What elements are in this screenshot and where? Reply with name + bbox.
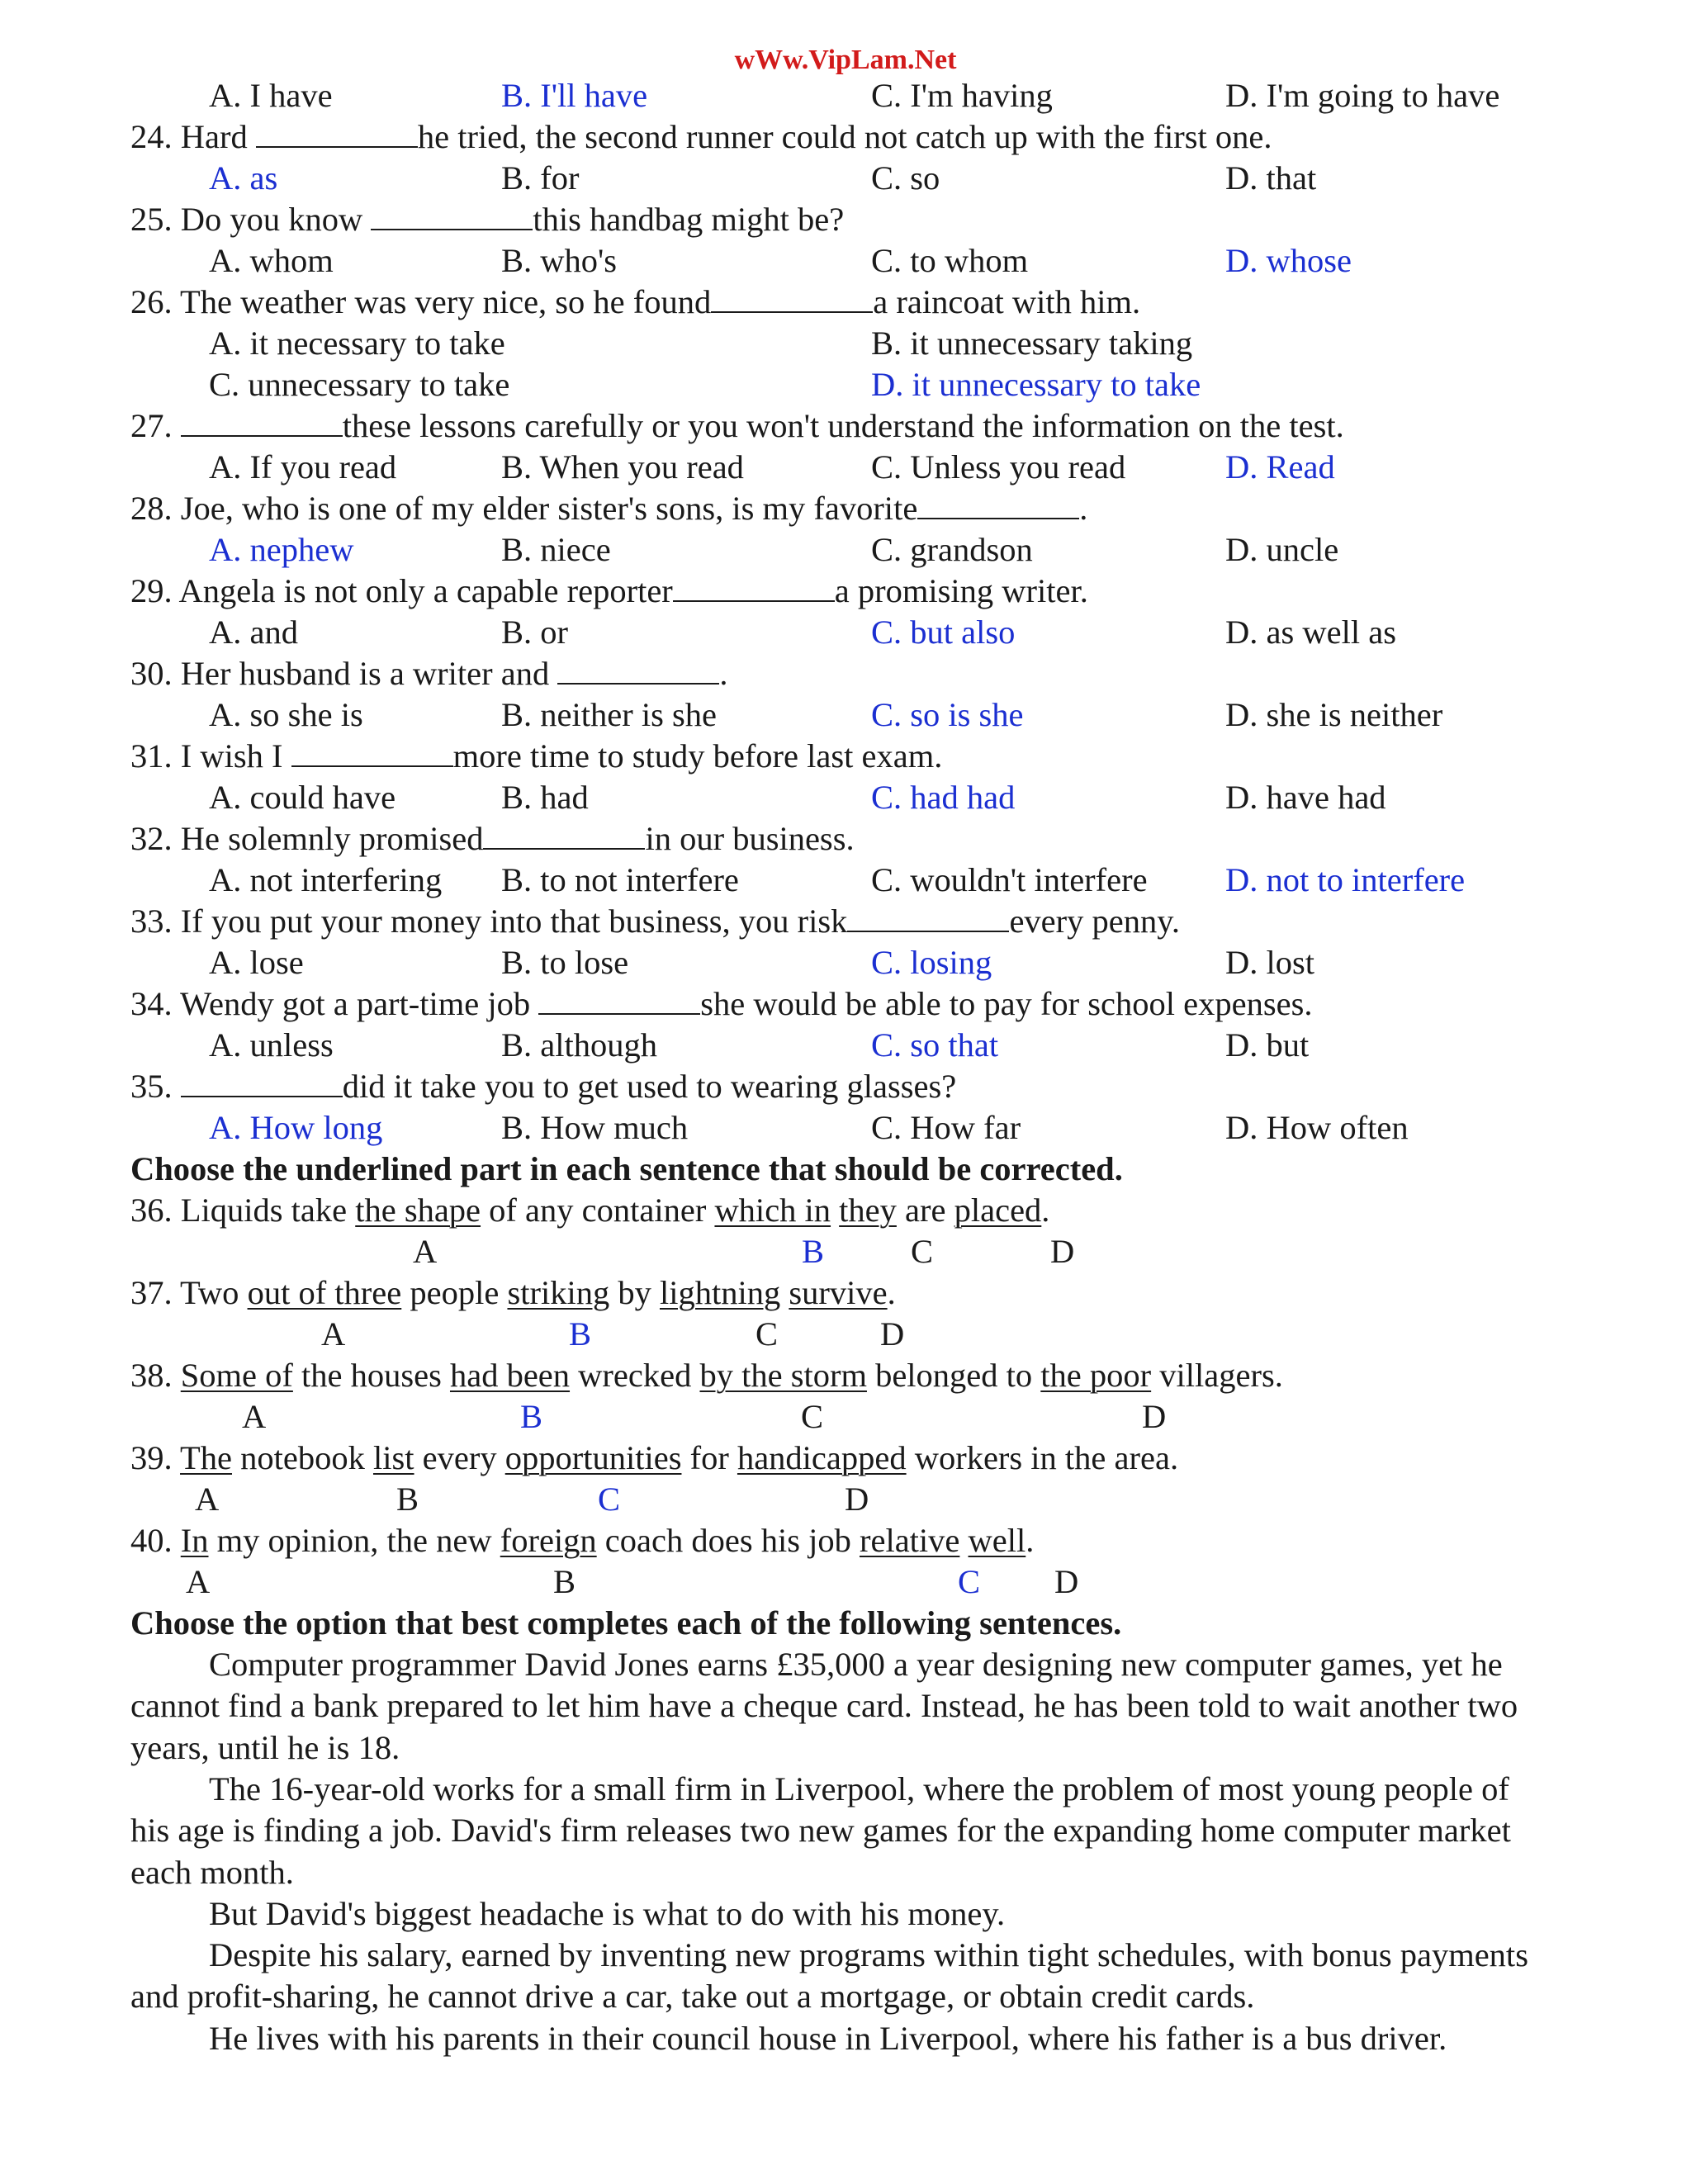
answer-blank <box>847 902 1009 932</box>
q28-option-b: B. niece <box>501 531 611 568</box>
q39-text: 39. <box>130 1439 181 1476</box>
q24-option-d: D. that <box>1225 159 1317 197</box>
q25-text-rest: this handbag might be? <box>533 201 845 238</box>
q30-option-a: A. so she is <box>209 696 363 733</box>
q25-option-c: C. to whom <box>871 242 1029 279</box>
q34-option-d: D. but <box>1225 1026 1310 1064</box>
q25-text: 25. Do you know <box>130 201 372 238</box>
q27-text-rest: these lessons carefully or you won't understand the information on the test. <box>342 407 1344 444</box>
answer-blank <box>256 118 418 148</box>
q40-letter-a: A <box>186 1563 211 1600</box>
q31-text: 31. I wish I <box>130 737 291 775</box>
q24-options <box>0 158 1691 199</box>
q30-options <box>0 694 1691 736</box>
q28-text: 28. Joe, who is one of my elder sister's sons, is my favorite <box>130 490 918 527</box>
answer-blank <box>181 1068 343 1097</box>
q30-option-c: C. so is she <box>871 696 1024 733</box>
q36-letter-a: A <box>413 1233 438 1270</box>
q30-option-b: B. neither is she <box>501 696 717 733</box>
q31-stem <box>0 736 1691 777</box>
q38-letter-c: C <box>801 1398 824 1435</box>
q37-sentence <box>0 1272 1691 1314</box>
q30-option-d: D. she is neither <box>1225 696 1443 733</box>
q30-text: 30. Her husband is a writer and <box>130 655 558 692</box>
q38-text: 38. <box>130 1357 181 1394</box>
q35-options <box>0 1107 1691 1149</box>
q29-text-rest: a promising writer. <box>834 572 1088 609</box>
section-heading-text: Choose the underlined part in each sentence that should be corrected. <box>130 1150 1123 1187</box>
q39-text: workers in the area. <box>906 1439 1179 1476</box>
q32-stem <box>0 818 1691 860</box>
q36-letter-d: D <box>1050 1233 1075 1270</box>
q37-text: people <box>401 1274 508 1311</box>
q23-option-d: D. I'm going to have <box>1225 77 1500 114</box>
q40-part-b: foreign <box>500 1522 597 1559</box>
answer-blank <box>538 985 700 1015</box>
answer-blank <box>557 655 719 685</box>
q26-options-row2 <box>0 364 1691 405</box>
q34-option-a: A. unless <box>209 1026 334 1064</box>
q35-option-a: A. How long <box>209 1109 383 1146</box>
q40-text: 40. <box>130 1522 181 1559</box>
q23-option-c: C. I'm having <box>871 77 1053 114</box>
q33-option-c: C. losing <box>871 944 992 981</box>
q34-option-b: B. although <box>501 1026 657 1064</box>
q29-option-d: D. as well as <box>1225 614 1396 651</box>
q27-option-a: A. If you read <box>209 448 397 486</box>
q33-options <box>0 942 1691 983</box>
q37-part-c: lightning <box>659 1274 781 1311</box>
q37-part-b: striking <box>507 1274 610 1311</box>
q33-stem <box>0 901 1691 942</box>
q38-sentence <box>0 1355 1691 1396</box>
answer-blank <box>371 201 533 230</box>
q37-letters <box>0 1314 1691 1355</box>
q38-letter-a: A <box>242 1398 267 1435</box>
q40-part-a: In <box>180 1522 209 1559</box>
q39-text: for <box>681 1439 737 1476</box>
q32-option-b: B. to not interfere <box>501 861 739 898</box>
q39-part-c: opportunities <box>504 1439 682 1476</box>
q26-options-row1 <box>0 323 1691 364</box>
q39-part-a: The <box>180 1439 232 1476</box>
answer-blank <box>711 283 873 313</box>
q32-text-rest: in our business. <box>645 820 855 857</box>
q29-stem <box>0 571 1691 612</box>
q32-options <box>0 860 1691 901</box>
q24-stem <box>0 116 1691 158</box>
q40-part-d: well <box>968 1522 1026 1559</box>
answer-blank <box>483 820 645 850</box>
q26-option-b: B. it unnecessary taking <box>871 325 1193 362</box>
q40-letter-c: C <box>958 1563 981 1600</box>
q35-option-d: D. How often <box>1225 1109 1409 1146</box>
site-header[interactable]: wWw.VipLam.Net <box>734 45 957 75</box>
q38-letter-d: D <box>1142 1398 1167 1435</box>
q28-stem <box>0 488 1691 529</box>
q40-letters <box>0 1561 1691 1603</box>
q23-options <box>0 75 1691 116</box>
q38-part-c: by the storm <box>699 1357 867 1394</box>
answer-blank <box>673 572 835 602</box>
q36-part-d: placed <box>954 1191 1042 1229</box>
q31-option-b: B. had <box>501 779 589 816</box>
q29-options <box>0 612 1691 653</box>
passage-paragraph-2: The 16-year-old works for a small firm in Liverpool, where the problem of most young people of his age is finding a job. David's firm releases two new games for the expanding home computer market each month. <box>130 1770 1511 1891</box>
q35-text-rest: did it take you to get used to wearing glasses? <box>342 1068 957 1105</box>
q38-part-a: Some of <box>180 1357 293 1394</box>
q37-part-a: out of three <box>247 1274 402 1311</box>
q36-text: are <box>896 1191 954 1229</box>
q30-stem <box>0 653 1691 694</box>
q38-text: villagers. <box>1151 1357 1283 1394</box>
q38-letter-b: B <box>520 1398 543 1435</box>
q38-part-b: had been <box>449 1357 571 1394</box>
q40-text: my opinion, the new <box>208 1522 500 1559</box>
q37-text: 37. Two <box>130 1274 248 1311</box>
q29-option-c: C. but also <box>871 614 1016 651</box>
section-heading-reading <box>0 1603 1691 1644</box>
q35-text: 35. <box>130 1068 181 1105</box>
q25-options <box>0 240 1691 282</box>
q33-option-b: B. to lose <box>501 944 629 981</box>
q39-letter-c: C <box>598 1480 621 1518</box>
q32-text: 32. He solemnly promised <box>130 820 484 857</box>
q26-text-rest: a raincoat with him. <box>873 283 1141 320</box>
q25-option-d: D. whose <box>1225 242 1352 279</box>
q39-letters <box>0 1479 1691 1520</box>
q27-option-c: C. Unless you read <box>871 448 1126 486</box>
q33-text-rest: every penny. <box>1009 902 1180 940</box>
q29-option-b: B. or <box>501 614 568 651</box>
q31-options <box>0 777 1691 818</box>
q29-option-a: A. and <box>209 614 298 651</box>
q24-option-c: C. so <box>871 159 940 197</box>
q40-text <box>959 1522 968 1559</box>
q26-option-a: A. it necessary to take <box>209 325 505 362</box>
q24-option-b: B. for <box>501 159 580 197</box>
q27-option-b: B. When you read <box>501 448 744 486</box>
q38-letters <box>0 1396 1691 1438</box>
q23-option-a: A. I have <box>209 77 333 114</box>
q31-option-c: C. had had <box>871 779 1016 816</box>
q36-letters <box>0 1231 1691 1272</box>
q38-text: belonged to <box>866 1357 1041 1394</box>
q28-option-d: D. uncle <box>1225 531 1339 568</box>
q40-text: coach does his job <box>596 1522 860 1559</box>
answer-blank <box>181 407 343 437</box>
q34-option-c: C. so that <box>871 1026 999 1064</box>
q31-option-d: D. have had <box>1225 779 1386 816</box>
q39-text: every <box>414 1439 505 1476</box>
q26-stem <box>0 282 1691 323</box>
section-heading-text: Choose the option that best completes each of the following sentences. <box>130 1604 1122 1642</box>
q40-letter-d: D <box>1054 1563 1079 1600</box>
answer-blank <box>291 737 453 767</box>
q36-text: of any container <box>481 1191 715 1229</box>
q36-letter-c: C <box>911 1233 934 1270</box>
q32-option-c: C. wouldn't interfere <box>871 861 1148 898</box>
q36-part-c: they <box>839 1191 897 1229</box>
q37-letter-b: B <box>569 1315 592 1353</box>
q40-letter-b: B <box>553 1563 576 1600</box>
q38-text: the houses <box>292 1357 450 1394</box>
q31-text-rest: more time to study before last exam. <box>452 737 943 775</box>
q36-part-a: the shape <box>355 1191 481 1229</box>
q28-text-rest: . <box>1079 490 1088 527</box>
q27-stem <box>0 405 1691 447</box>
q32-option-a: A. not interfering <box>209 861 443 898</box>
q34-options <box>0 1025 1691 1066</box>
passage-paragraph-3: But David's biggest headache is what to do with his money. <box>209 1895 1006 1932</box>
q33-option-d: D. lost <box>1225 944 1315 981</box>
section-heading-error-identification <box>0 1149 1691 1190</box>
q24-option-a: A. as <box>209 159 278 197</box>
q25-stem <box>0 199 1691 240</box>
q27-option-d: D. Read <box>1225 448 1335 486</box>
q24-text: 24. Hard <box>130 118 256 155</box>
q37-text <box>780 1274 789 1311</box>
q37-text: by <box>609 1274 660 1311</box>
q38-text: wrecked <box>570 1357 700 1394</box>
q28-option-c: C. grandson <box>871 531 1033 568</box>
passage-paragraph-1: Computer programmer David Jones earns £35,000 a year designing new computer games, yet he cannot find a bank prepared to let him have a cheque card. Instead, he has been told to wait another two years, until he is 18. <box>130 1646 1518 1766</box>
q36-text <box>831 1191 839 1229</box>
q28-option-a: A. nephew <box>209 531 354 568</box>
q32-option-d: D. not to interfere <box>1225 861 1466 898</box>
q34-stem <box>0 983 1691 1025</box>
q30-text-rest: . <box>719 655 728 692</box>
q37-letter-a: A <box>321 1315 346 1353</box>
q40-text: . <box>1025 1522 1035 1559</box>
q39-letter-b: B <box>396 1480 419 1518</box>
q37-letter-d: D <box>880 1315 905 1353</box>
q26-text: 26. The weather was very nice, so he found <box>130 283 712 320</box>
q31-option-a: A. could have <box>209 779 396 816</box>
q39-part-d: handicapped <box>737 1439 907 1476</box>
q35-stem <box>0 1066 1691 1107</box>
q35-option-c: C. How far <box>871 1109 1021 1146</box>
q34-text: 34. Wendy got a part-time job <box>130 985 539 1022</box>
q39-letter-d: D <box>845 1480 869 1518</box>
q39-part-b: list <box>372 1439 414 1476</box>
q36-text: 36. Liquids take <box>130 1191 356 1229</box>
q33-text: 33. If you put your money into that business, you risk <box>130 902 848 940</box>
q25-option-a: A. whom <box>209 242 334 279</box>
q27-options <box>0 447 1691 488</box>
answer-blank <box>917 490 1079 519</box>
q35-option-b: B. How much <box>501 1109 689 1146</box>
q24-text-rest: he tried, the second runner could not catch up with the first one. <box>417 118 1272 155</box>
q29-text: 29. Angela is not only a capable reporter <box>130 572 673 609</box>
passage-paragraph-4: Despite his salary, earned by inventing new programs within tight schedules, with bonus payments and profit-sharing, he cannot drive a car, take out a mortgage, or obtain credit cards. <box>130 1936 1528 2016</box>
q40-sentence <box>0 1520 1691 1561</box>
q25-option-b: B. who's <box>501 242 618 279</box>
q39-sentence <box>0 1438 1691 1479</box>
q26-option-c: C. unnecessary to take <box>209 366 510 403</box>
q37-part-d: survive <box>789 1274 888 1311</box>
q34-text-rest: she would be able to pay for school expenses. <box>700 985 1313 1022</box>
q28-options <box>0 529 1691 571</box>
q26-option-d: D. it unnecessary to take <box>871 366 1201 403</box>
q33-option-a: A. lose <box>209 944 304 981</box>
q27-text: 27. <box>130 407 181 444</box>
q36-sentence <box>0 1190 1691 1231</box>
q36-part-b: which in <box>714 1191 831 1229</box>
q36-text: . <box>1041 1191 1050 1229</box>
q39-letter-a: A <box>195 1480 220 1518</box>
q39-text: notebook <box>232 1439 373 1476</box>
q37-letter-c: C <box>756 1315 779 1353</box>
passage-paragraph-5: He lives with his parents in their council house in Liverpool, where his father is a bus driver. <box>209 2020 1447 2057</box>
q40-part-c: relative <box>859 1522 960 1559</box>
q23-option-b: B. I'll have <box>501 77 648 114</box>
q38-part-d: the poor <box>1040 1357 1152 1394</box>
q37-text: . <box>887 1274 896 1311</box>
q36-letter-b: B <box>802 1233 825 1270</box>
